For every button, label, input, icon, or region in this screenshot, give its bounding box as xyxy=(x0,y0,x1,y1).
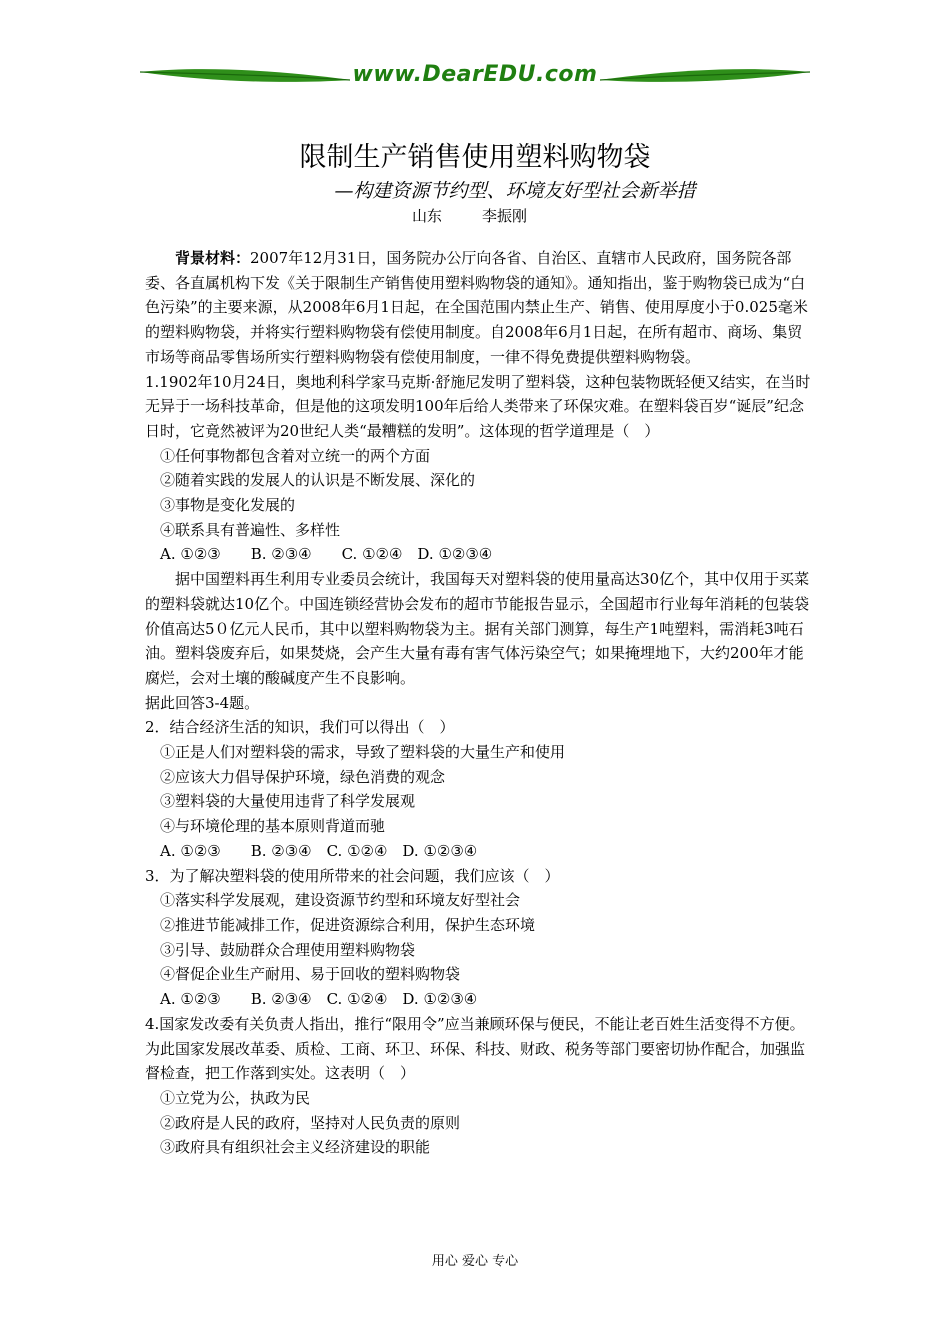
question-2-choices: A. ①②③ B. ②③④ C. ①②④ D. ①②③④ xyxy=(160,841,478,860)
question-3-item: ③引导、鼓励群众合理使用塑料购物袋 xyxy=(160,940,416,959)
background-text: 2007年12月31日，国务院办公厅向各省、自治区、直辖市人民政府，国务院各部委、各直属机构下发《关于限制生产销售使用塑料购物袋的通知》。通知指出，鉴于购物袋已成为“白色污染”的主要来源，从2008年6月1日起，在全国范围内禁止生产、销售、使用厚度小于0.025毫米的塑料购物袋，并将实行塑料购物袋有偿使用制度。自2008年6月1日起，在所有超市、商场、集贸市场等商品零售场所实行塑料购物袋有偿使用制度，一律不得免费提供塑料购物袋。 xyxy=(145,249,808,366)
question-2-stem: 2．结合经济生活的知识，我们可以得出（ ） xyxy=(145,718,455,737)
question-2-item: ④与环境伦理的基本原则背道而驰 xyxy=(160,817,386,836)
question-1-choices: A. ①②③ B. ②③④ C. ①②④ D. ①②③④ xyxy=(160,545,493,564)
background-paragraph xyxy=(145,246,813,370)
page-footer: 用心 爱心 专心 xyxy=(431,1254,519,1269)
question-1-item: ①任何事物都包含着对立统一的两个方面 xyxy=(160,446,431,465)
question-1-item: ③事物是变化发展的 xyxy=(160,496,296,515)
question-3-choices: A. ①②③ B. ②③④ C. ①②④ D. ①②③④ xyxy=(160,990,478,1009)
author-line xyxy=(412,205,527,226)
material-2-note: 据此回答3-4题。 xyxy=(145,693,260,712)
background-label: 背景材料： xyxy=(175,249,251,267)
question-3-item: ①落实科学发展观，建设资源节约型和环境友好型社会 xyxy=(160,891,521,910)
question-4-stem: 4.国家发改委有关负责人指出，推行“限用令”应当兼顾环保与便民，不能让老百姓生活变得不方便。为此国家发展改革委、质检、工商、环卫、环保、科技、财政、税务等部门要密切协作配合，加强监督检查，把工作落到实处。这表明（ ） xyxy=(145,1014,806,1083)
question-1-item: ②随着实践的发展人的认识是不断发展、深化的 xyxy=(160,471,476,490)
question-2-item: ①正是人们对塑料袋的需求，导致了塑料袋的大量生产和使用 xyxy=(160,743,566,762)
material-2-paragraph: 据中国塑料再生利用专业委员会统计，我国每天对塑料袋的使用量高达30亿个，其中仅用于买菜的塑料袋就达10亿个。中国连锁经营协会发布的超市节能报告显示，全国超市行业每年消耗的包装袋价值高达5０亿元人民币，其中以塑料购物袋为主。据有关部门测算，每生产1吨塑料，需消耗3吨石油。塑料袋废弃后，如果焚烧，会产生大量有毒有害气体污染空气；如果掩埋地下，大约200年才能腐烂，会对土壤的酸碱度产生不良影响。 xyxy=(145,570,810,687)
question-2-item: ③塑料袋的大量使用违背了科学发展观 xyxy=(160,792,416,811)
author-region: 山东 xyxy=(412,207,443,225)
document-body xyxy=(145,246,813,1160)
question-3-stem: 3．为了解决塑料袋的使用所带来的社会问题，我们应该（ ） xyxy=(145,866,560,885)
question-1-stem: 1.1902年10月24日，奥地利科学家马克斯·舒施尼发明了塑料袋，这种包装物既轻便又结实，在当时无异于一场科技革命，但是他的这项发明100年后给人类带来了环保灾难。在塑料袋百岁“诞辰”纪念日时，它竟然被评为20世纪人类“最糟糕的发明”。这体现的哲学道理是（ ） xyxy=(145,372,811,440)
question-4-item: ②政府是人民的政府，坚持对人民负责的原则 xyxy=(160,1113,461,1132)
question-3-item: ④督促企业生产耐用、易于回收的塑料购物袋 xyxy=(160,965,461,984)
author-name: 李振刚 xyxy=(482,207,528,225)
page-subtitle: —构建资源节约型、环境友好型社会新举措 xyxy=(334,180,696,202)
site-banner xyxy=(140,58,810,102)
question-4-item: ①立党为公，执政为民 xyxy=(160,1088,311,1107)
site-url: www.DearEDU.com xyxy=(352,62,598,87)
question-1-item: ④联系具有普遍性、多样性 xyxy=(160,520,341,539)
page-title: 限制生产销售使用塑料购物袋 xyxy=(299,142,651,173)
question-4-item: ③政府具有组织社会主义经济建设的职能 xyxy=(160,1138,431,1157)
question-3-item: ②推进节能减排工作，促进资源综合利用，保护生态环境 xyxy=(160,915,536,934)
question-2-item: ②应该大力倡导保护环境，绿色消费的观念 xyxy=(160,767,446,786)
